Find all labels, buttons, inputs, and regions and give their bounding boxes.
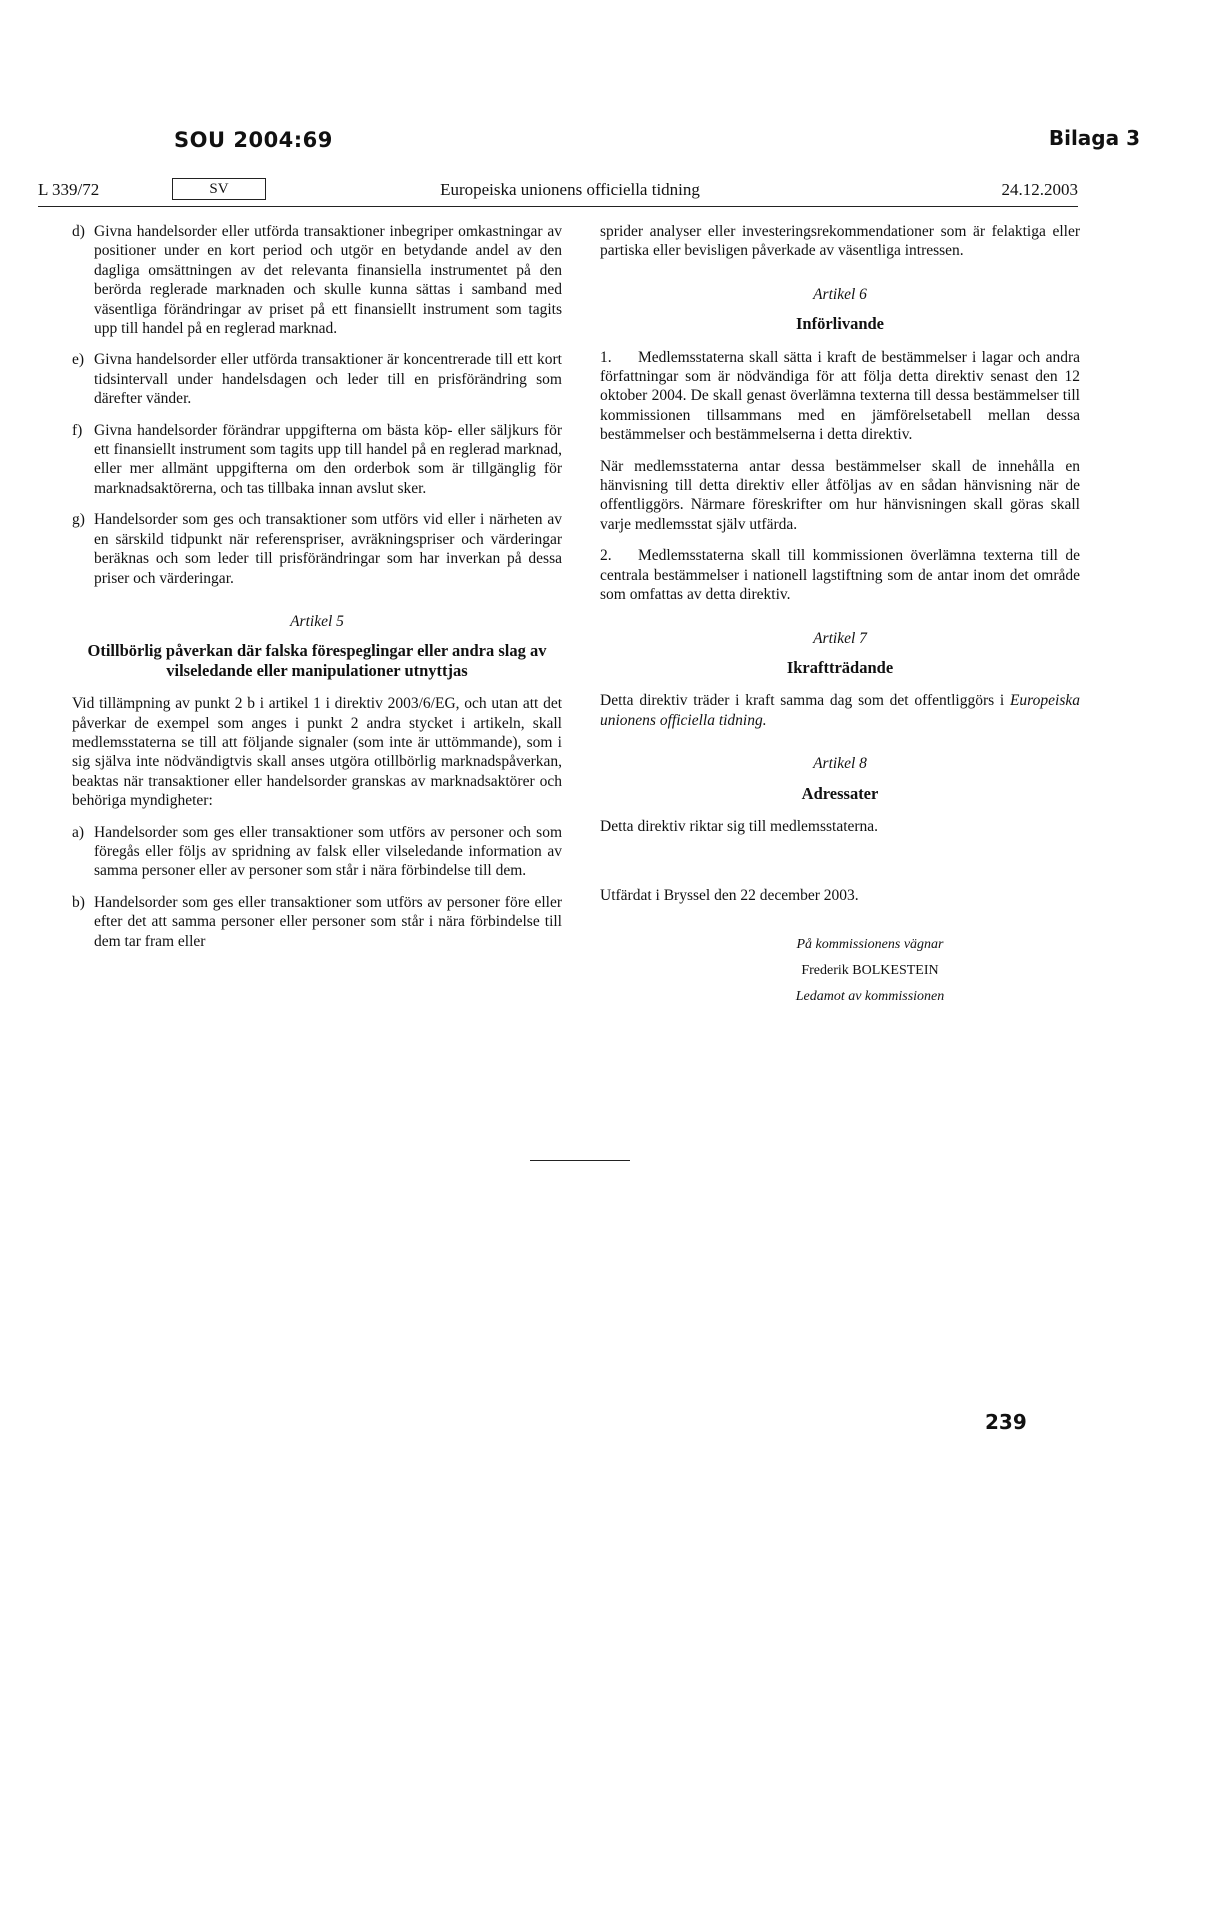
journal-page-ref: L 339/72 [38,180,100,199]
document-series: SOU 2004:69 [174,128,333,152]
list-item [72,823,562,881]
signatory-role: Ledamot av kommissionen [795,988,945,1004]
article-7-title: Ikraftträdande [786,657,894,677]
article-7-body: Detta direktiv träder i kraft samma dag som det offentliggörs i [600,692,1005,710]
appendix-label: Bilaga 3 [1048,126,1140,150]
article-8-heading: Artikel 8 [813,755,867,773]
item-label: d) [72,223,85,240]
item-label: b) [72,893,85,911]
paragraph-text: Medlemsstaterna skall till kommissionen överlämna texterna till de centrala bestämmelser i nationell lagstiftning som de antar inom det område som omfattas av detta direktiv. [600,547,1080,604]
item-text: Givna handelsorder förändrar uppgifterna om bästa köp- eller säljkurs för ett finansiellt instrument som tagits upp till handel på en reglerad marknad, eller mer allmänt uppgifterna om den orderbok som är tillgänglig för marknadsaktörerna, och tas tillbaka innan avslut sker. [94,421,562,497]
left-column [72,222,562,963]
paragraph-number: 1. [600,348,612,366]
journal-title: Europeiska unionens officiella tidning [440,180,700,199]
journal-reference: Europeiska unionens officiella tidning. [600,692,1080,729]
article-5-heading: Artikel 5 [290,612,344,630]
item-text: Givna handelsorder eller utförda transaktioner inbegriper omkastningar av positioner under en kort period och utgör en betydande andel av den dagliga omsättningen av det relevanta finansiella instrumentet på den berörda reglerade marknaden och skulle kunna sättas i samband med väsentliga förändringar av priset på ett finansiellt instrument som tagits upp till handel på en reglerad marknad. [94,223,562,338]
article-6-paragraph-1 [600,348,1080,445]
article-6-heading: Artikel 6 [813,285,867,303]
article-7-text [600,691,1080,730]
item-text: Handelsorder som ges och transaktioner som utförs vid eller i närheten av en särskild tidpunkt när referenspriser, avräkningspriser och värderingar beräknas och som leder till prisförändringar som har inverkan på dessa priser och värderingar. [94,511,562,587]
item-label: g) [72,511,85,529]
signature-on-behalf: På kommissionens vägnar [796,936,944,952]
page-number: 239 [985,1410,1027,1434]
end-divider [530,1160,630,1161]
language-code: SV [172,178,266,200]
article-5-title: Otillbörlig påverkan där falska förespeglingar eller andra slag av vilseledande eller manipulationer utnyttjas [87,641,547,680]
article-8-text: Detta direktiv riktar sig till medlemsstaterna. [600,817,879,835]
paragraph-text: Medlemsstaterna skall sätta i kraft de bestämmelser i lagar och andra författningar som är nödvändiga för att följa detta direktiv senast den 12 oktober 2004. De skall genast överlämna texterna till dessa bestämmelser till kommissionen tillsammans med en jämförelsetabell mellan dessa bestämmelser och bestämmelserna i detta direktiv. [600,348,1080,444]
item-label: f) [72,421,83,439]
right-column [600,222,1080,1010]
list-item [72,222,562,338]
article-7-heading: Artikel 7 [813,629,867,647]
header-divider [38,206,1078,207]
item-label: a) [72,823,85,841]
paragraph-number: 2. [600,547,612,565]
list-item [72,893,562,951]
article-6-title: Införlivande [795,314,884,334]
item-text: Givna handelsorder eller utförda transaktioner är koncentrerade till ett kort tidsintervall under handelsdagen och leder till en prisförändring som därefter vänder. [94,351,562,408]
list-item [72,421,562,499]
article-6-paragraph-2 [600,546,1080,604]
article-8-title: Adressater [801,783,879,803]
journal-date: 24.12.2003 [1001,180,1078,199]
article-6-paragraph-1b: När medlemsstaterna antar dessa bestämmelser skall de innehålla en hänvisning till detta direktiv eller åtföljas av en sådan hänvisning när de offentliggörs. Närmare föreskrifter om hur hänvisningen skall göras skall varje medlemsstat själv utfärda. [600,457,1080,533]
signature-block [740,932,1000,1010]
list-item [72,510,562,588]
signatory-name: Frederik BOLKESTEIN [801,962,939,978]
article-5-text: Vid tillämpning av punkt 2 b i artikel 1 i direktiv 2003/6/EG, och utan att det påverkar de exempel som anges i punkt 2 andra stycket i artikeln, skall medlemsstaterna se till att följande signaler (som inte är uttömmande), som i sig själva inte nödvändigtvis skall anses utgöra otillbörlig marknadspåverkan, beaktas när transaktioner eller handelsorder granskas av marknadsaktörer och behöriga myndigheter: [72,695,562,810]
continuation-text: sprider analyser eller investeringsrekommendationer som är felaktiga eller partiska eller bevisligen påverkade av väsentliga intressen. [600,223,1080,260]
item-text: Handelsorder som ges eller transaktioner som utförs av personer före eller efter det att samma personer eller personer som står i nära förbindelse till dem tar fram eller [94,893,562,950]
issued-statement: Utfärdat i Bryssel den 22 december 2003. [600,887,859,905]
list-item [72,350,562,408]
item-text: Handelsorder som ges eller transaktioner som utförs av personer och som föregås eller följs av spridning av falsk eller vilseledande information av samma personer eller av personer som står i nära förbindelse till dem. [94,823,562,880]
item-label: e) [72,351,85,369]
